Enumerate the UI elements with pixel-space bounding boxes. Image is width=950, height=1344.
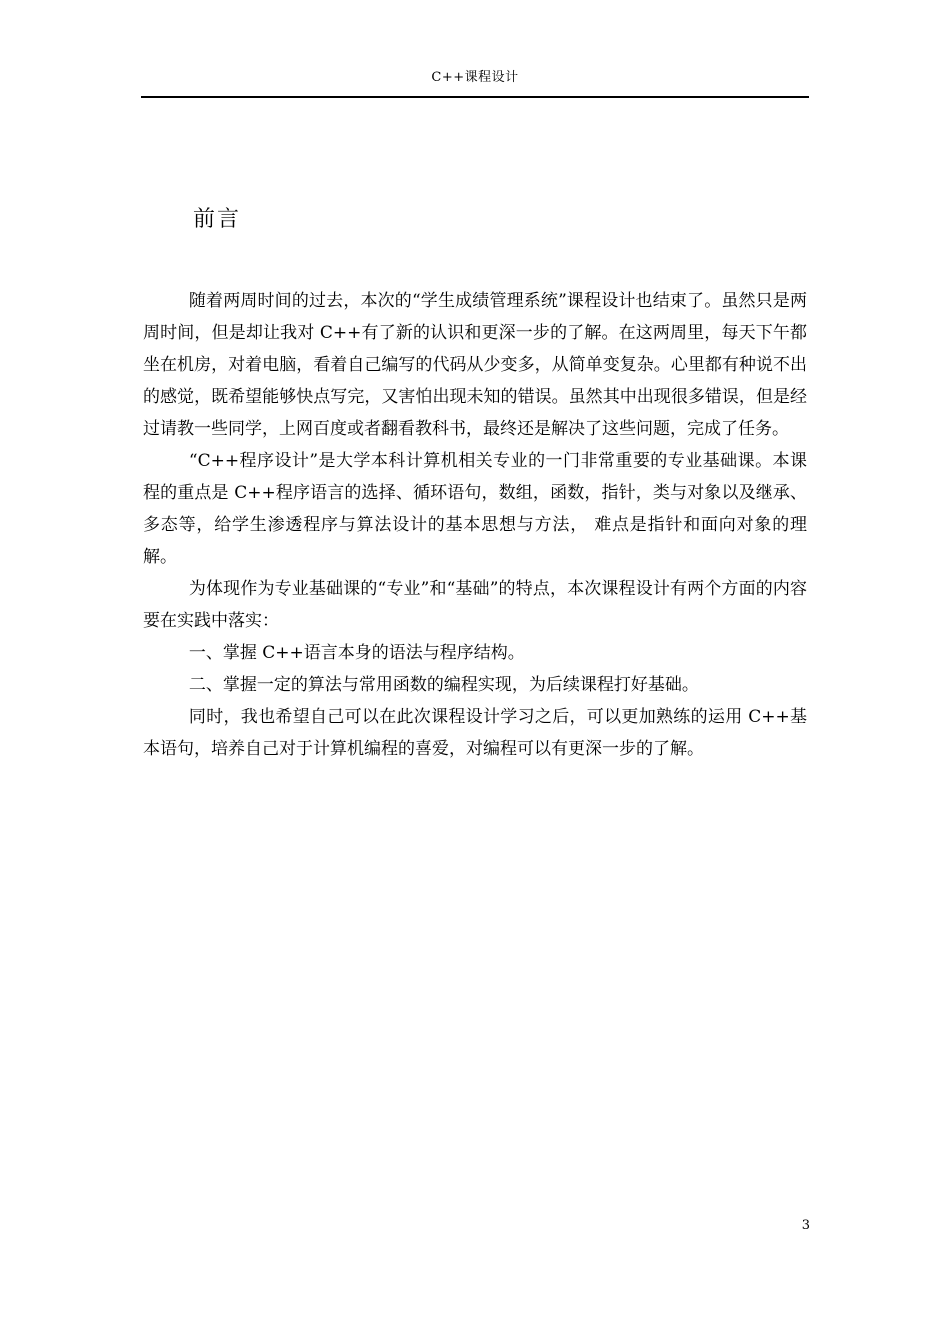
paragraph-4: 同时，我也希望自己可以在此次课程设计学习之后，可以更加熟练的运用 C++基本语句，培养自己对于计算机编程的喜爱，对编程可以有更深一步的了解。: [143, 707, 807, 759]
body-text: [143, 285, 807, 765]
running-header: C++课程设计: [431, 70, 519, 85]
list-item-2: 二、掌握一定的算法与常用函数的编程实现，为后续课程打好基础。: [188, 675, 699, 695]
paragraph-2: “C++程序设计”是大学本科计算机相关专业的一门非常重要的专业基础课。本课程的重点是 C++程序语言的选择、循环语句，数组，函数，指针，类与对象以及继承、多态等，给学生渗透程序与算法设计的基本思想与方法， 难点是指针和面向对象的理解。: [143, 451, 807, 567]
paragraph-3: 为体现作为专业基础课的“专业”和“基础”的特点，本次课程设计有两个方面的内容要在实践中落实：: [143, 579, 807, 631]
page-number: 3: [801, 1218, 810, 1233]
section-title: 前言: [193, 207, 242, 232]
paragraph-1: 随着两周时间的过去，本次的“学生成绩管理系统”课程设计也结束了。虽然只是两周时间，但是却让我对 C++有了新的认识和更深一步的了解。在这两周里，每天下午都坐在机房，对着电脑，看着自己编写的代码从少变多，从简单变复杂。心里都有种说不出的感觉，既希望能够快点写完，又害怕出现未知的错误。虽然其中出现很多错误，但是经过请教一些同学，上网百度或者翻看教科书，最终还是解决了这些问题，完成了任务。: [143, 291, 807, 439]
header-rule: [141, 96, 809, 98]
list-item-1: 一、掌握 C++语言本身的语法与程序结构。: [188, 643, 525, 663]
